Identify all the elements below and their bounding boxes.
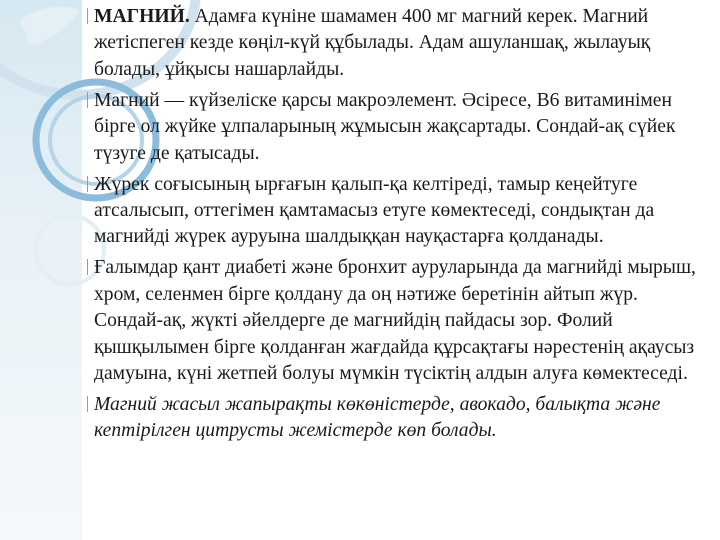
paragraph-food-sources — [94, 392, 704, 445]
paragraph-research — [94, 255, 704, 387]
paragraph-text: Магний — күйзеліске қарсы макроэлемент. Әсіресе, В6 витаминімен бірге ол жүйке ұлпаларының жұмысын жақсартады. Сондай-ақ сүйек түзуге де қатысады. — [94, 89, 676, 164]
slide-body-text — [94, 4, 704, 449]
paragraph-magnesium-daily-need — [94, 4, 704, 83]
paragraph-anti-stress — [94, 88, 704, 167]
paragraph-text: Адамға күніне шамамен 400 мг магний керек. Магний жетіспеген кезде көңіл-күй құбылады. Адам ашуланшақ, жылауық болады, ұйқысы нашарлайды. — [94, 6, 651, 80]
paragraph-text: Ғалымдар қант диабеті және бронхит ауруларында да магнийді мырыш, хром, селенмен бірге қолдану да оң нәтиже беретінін айтып жүр. Сондай-ақ, жүкті әйелдерге де магнийдің пайдасы зор. Фолий қышқылымен бірге қолданған жағдайда құрсақтағы нәрестенің ақаусыз дамуына, күні жетпей болуы мүмкін түсіктің алдын алуға көмектеседі. — [94, 257, 696, 385]
paragraph-text: Жүрек соғысының ырғағын қалып-қа келтіреді, тамыр кеңейтуге атсалысып, оттегімен қамтамасыз етуге көмектеседі, сондықтан да магнийді жүрек ауруына шалдыққан науқастарға қолданады. — [94, 173, 655, 248]
decorative-leaf-shape — [20, 7, 80, 45]
paragraph-lead-magnesium: МАГНИЙ. — [94, 6, 190, 27]
paragraph-text: Магний жасыл жапырақты көкөністерде, авокадо, балықта және кептірілген цитрусты жемістерде көп болады. — [94, 394, 661, 442]
paragraph-heart — [94, 172, 704, 251]
